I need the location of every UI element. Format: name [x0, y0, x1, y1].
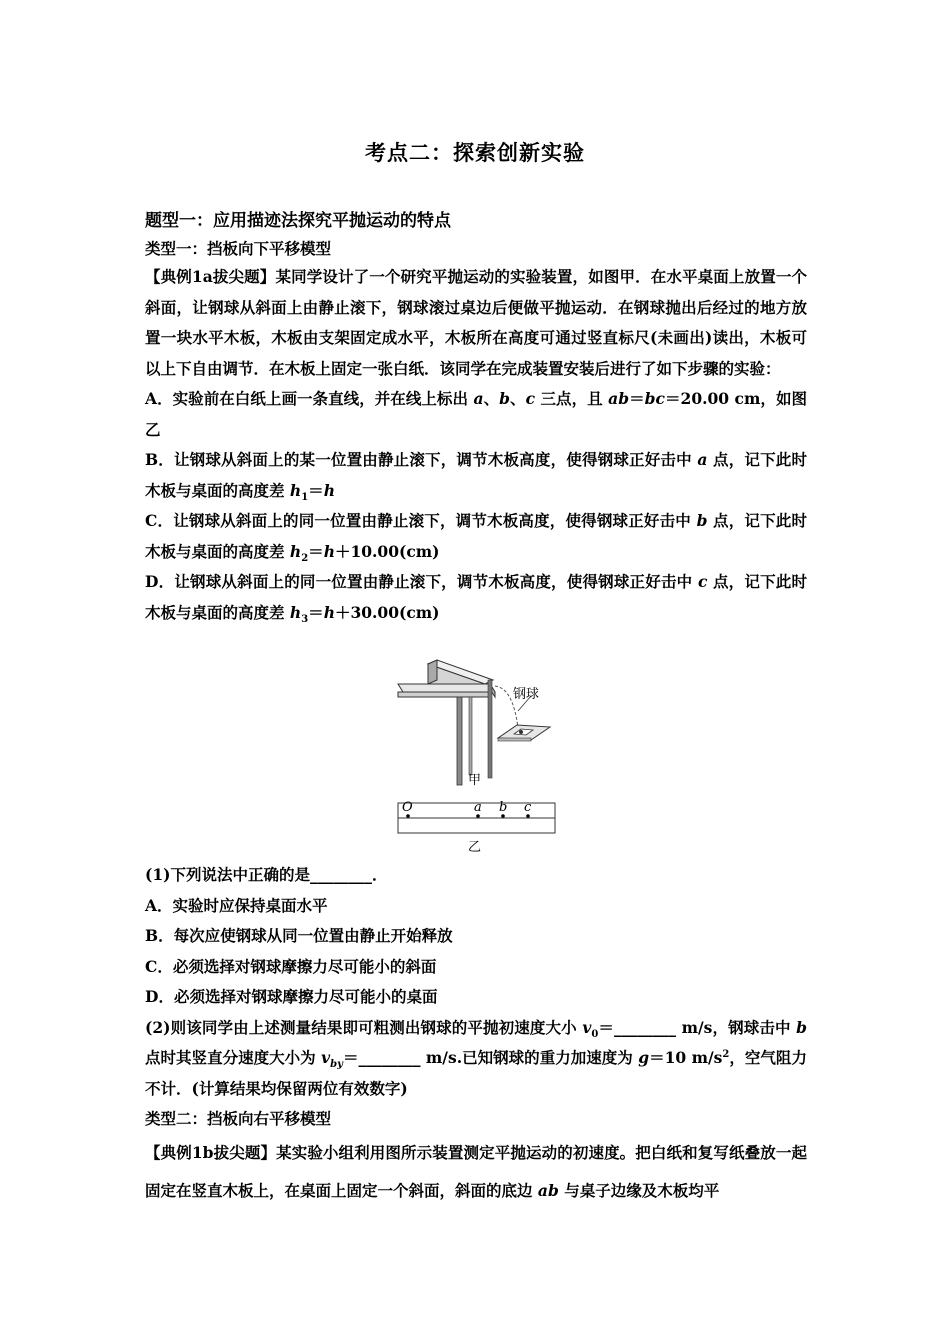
- label-yi: 乙: [468, 840, 482, 855]
- type1-heading: 类型一：挡板向下平移模型: [145, 239, 332, 258]
- label-point-b: b: [499, 800, 508, 815]
- option-b: B．每次应使钢球从同一位置由静止开始释放: [145, 926, 453, 945]
- example1-intro: 【典例1a拔尖题】某同学设计了一个研究平抛运动的实验装置，如图甲．在水平桌面上放置一个斜面，让钢球从斜面上由静止滚下，钢球滚过桌边后便做平抛运动．在钢球抛出后经过的地方放置一块水平木板，木板由支架固定成水平，木板所在高度可通过竖直标尺(未画出)读出，木板可以上下自由调节．在木板上固定一张白纸．该同学在完成装置安装后进行了如下步骤的实验：: [145, 267, 807, 378]
- label-point-c: c: [524, 800, 532, 815]
- example2-label: 【典例1b拔尖题】: [145, 1143, 277, 1162]
- label-ball: 钢球: [513, 687, 540, 702]
- example1-label: 【典例1a拔尖题】: [145, 267, 276, 286]
- question-1: (1)下列说法中正确的是________．: [145, 865, 388, 884]
- question-2: (2)则该同学由上述测量结果即可粗测出钢球的平抛初速度大小 $v_0=\_\_\_\_\_\_\_\_$ m/s，钢球击中 b 点时其竖直分速度大小为 $v_{by}=\_\_\_\_\_\_\_\_$ m/s.已知钢球的重力加速度为 g＝10 $m/s^2$，空气阻力不计．(计算结果均保留两位有效数字): [145, 1017, 807, 1098]
- label-jia: 甲: [468, 773, 482, 788]
- experiment-figure: [145, 636, 807, 858]
- step-a: A．实验前在白纸上画一条直线，并在线上标出 a、b、c 三点，且 ab＝bc＝20.00 cm，如图乙: [145, 389, 807, 439]
- label-point-o: O: [402, 800, 413, 815]
- step-b: B．让钢球从斜面上的某一位置由静止滚下，调节木板高度，使得钢球正好击中 a 点，记下此时木板与桌面的高度差 $h_1=h$: [145, 450, 807, 503]
- option-a: A．实验时应保持桌面水平: [145, 895, 328, 915]
- example2-text: 【典例1b拔尖题】某实验小组利用图所示装置测定平抛运动的初速度。把白纸和复写纸叠放一起固定在竖直木板上，在桌面上固定一个斜面，斜面的底边 ab 与桌子边缘及木板均平: [145, 1143, 807, 1200]
- option-d: D．必须选择对钢球摩擦力尽可能小的桌面: [145, 987, 438, 1006]
- step-c: C．让钢球从斜面上的同一位置由静止滚下，调节木板高度，使得钢球正好击中 b 点，记下此时木板与桌面的高度差 $h_2=h+10.00(cm)$: [145, 511, 807, 564]
- section-heading: 题型一：应用描迹法探究平抛运动的特点: [145, 211, 451, 231]
- incline: [428, 660, 493, 684]
- apparatus-diagram: [145, 636, 807, 858]
- type2-heading: 类型二：挡板向右平移模型: [145, 1109, 332, 1128]
- step-d: D．让钢球从斜面上的同一位置由静止滚下，调节木板高度，使得钢球正好击中 c 点，记下此时木板与桌面的高度差 $h_3=h+30.00(cm)$: [145, 572, 807, 625]
- label-point-a: a: [474, 800, 482, 815]
- option-c: C．必须选择对钢球摩擦力尽可能小的斜面: [145, 956, 437, 976]
- page-title: 考点二：探索创新实验: [365, 140, 585, 165]
- content: [145, 206, 807, 1210]
